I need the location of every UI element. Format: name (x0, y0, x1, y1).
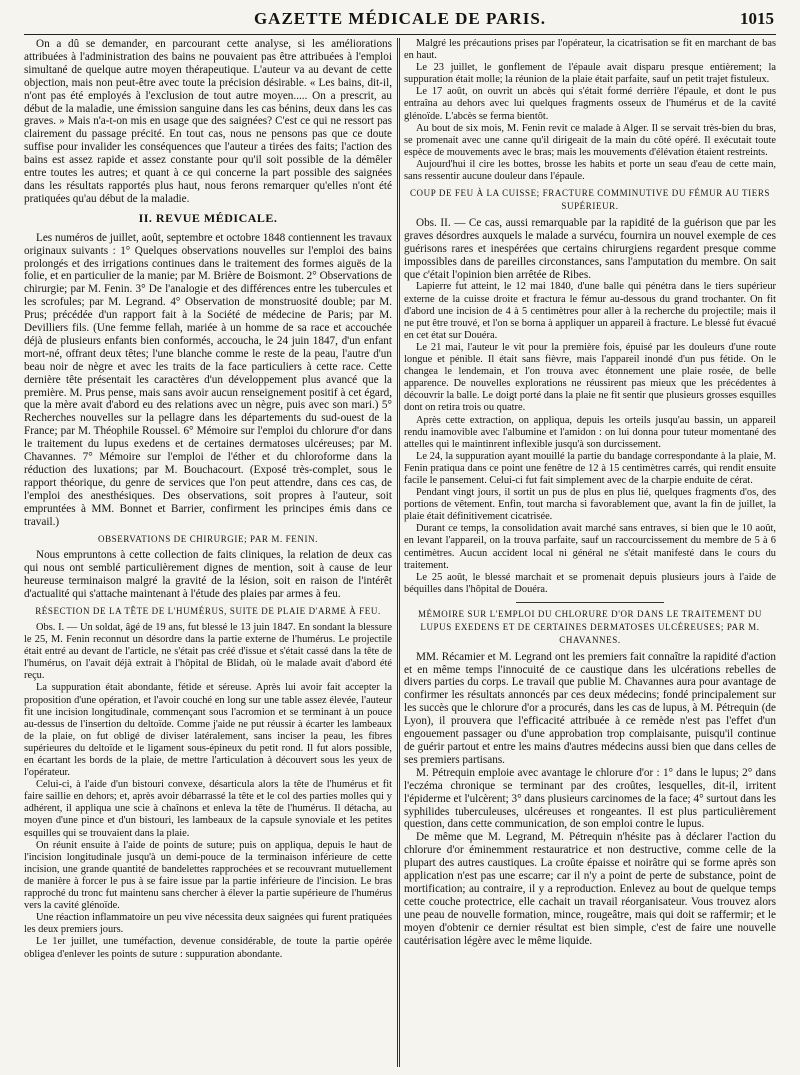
paragraph: MM. Récamier et M. Legrand ont les premiers fait connaître la rapidité d'action et en même temps l'innocuité de ce caustique dans les ulcérations rebelles de divers parties du corps. Le travail que publie M. Chavannes aura pour avantage de confirmer les résultats annoncés par ces deux médecins; fondé principalement sur les succès que le chlorure d'or a procurés, dans les cas de lupus, à M. Pétrequin (de Lyon), il prouvera que l'efficacité attribuée à ce remède n'est pas l'effet d'un engouement passager ou d'une approbation trop complaisante, puisqu'il continue de guérir partout et entre les mains d'autres médecins aussi bien que dans celles de ses premiers partisans. (404, 650, 776, 766)
paragraph: M. Pétrequin emploie avec avantage le chlorure d'or : 1° dans le lupus; 2° dans l'eczéma chronique se terminant par des croûtes, lesquelles, dit-il, irritent l'épiderme et l'ulcèrent; 3° dans plusieurs carcinomes de la face; 4° surtout dans les syphilides tuberculeuses, ulcéreuses et rongeantes. Il est plus particulièrement question, dans cette communication, de son emploi contre le lupus. (404, 766, 776, 831)
subheading: OBSERVATIONS DE CHIRURGIE; PAR M. FENIN. (97, 533, 319, 544)
paragraph: Le 21 mai, l'auteur le vit pour la première fois, épuisé par les douleurs d'une route longue et pénible. Il était sans fièvre, mais l'appareil inondé d'un pus fétide. On le changea le lendemain, et l'on trouva avec étonnement une plaie rosée, de belle apparence. De nouvelles explorations ne réussirent pas mieux que les précédentes à découvrir la balle. Le doigt porté dans la plaie ne fit sentir que plusieurs grosses esquilles dont on retira trois ou quatre. (404, 341, 776, 414)
paragraph: Obs. II. — Ce cas, aussi remarquable par la rapidité de la guérison que par les graves désordres auxquels le malade a survécu, fournira un nouvel exemple de ces guérisons rares et inespérées que certains chirurgiens regardent presque comme impossibles dans de pareilles circonstances, sans l'amputation du membre. On sait que c'était l'opinion bien arrêtée de Ribes. (404, 216, 776, 281)
column-rule (397, 38, 398, 1067)
paragraph: Au bout de six mois, M. Fenin revit ce malade à Alger. Il se servait très-bien du bras, se promenait avec une canne qu'il dirigeait de la main du côté opéré. Il exécutait toute espèce de mouvements avec le bras; mais les mouvements d'élévation étaient restreints. (404, 122, 776, 158)
paragraph: Durant ce temps, la consolidation avait marché sans entraves, si bien que le 10 août, en levant l'appareil, on la trouva parfaite, sauf un raccourcissement du membre de 5 à 6 centimètres. Aucun accident local ni général ne s'était manifesté dans le cours du traitement. (404, 523, 776, 571)
paragraph: Malgré les précautions prises par l'opérateur, la cicatrisation se fit en marchant de bas en haut. (404, 38, 776, 62)
subheading: MÉMOIRE SUR L'EMPLOI DU CHLORURE D'OR DANS LE TRAITEMENT DU LUPUS EXEDENS ET DE CERTAINES DERMATOSES ULCÉREUSES; PAR M. CHAVANNES. (417, 608, 763, 645)
paragraph: On a dû se demander, en parcourant cette analyse, si les améliorations attribuées à l'administration des bains ne pouvaient pas être attribuées à l'emploi simultané de quelque autre moyen thérapeutique. L'auteur va au devant de cette objection, mais non peut-être avec toute la précision désirable. « Les bains, dit-il, n'ont pas été employés à l'exclusion de tout autre moyen..... On a prescrit, au début de la maladie, une émission sanguine dans les cas bénins, deux dans les cas graves. » Mais n'a-t-on mis en usage que des saignées? C'est ce qui ne ressort pas clairement du passage précité. En tout cas, nous ne pensons pas que ce doute suffise pour invalider les conséquences que l'auteur a tirées des faits; l'action des bains est assez rapide et assez constante pour qu'il soit possible de la démêler entre toutes les autres; et quant à ce qui concerne la part possible des saignées dans les résultats rapportés plus haut, nous ferons remarquer qu'elles n'ont été pratiquées qu'au début de la maladie. (24, 38, 392, 205)
paragraph: Nous empruntons à cette collection de faits cliniques, la relation de deux cas qui nous ont semblé particulièrement dignes de mention, soit à cause de leur heureuse terminaison malgré la gravité de la lésion, soit en raison de l'intérêt d'actualité qui s'attache maintenant à l'étude des plaies par armes à feu. (24, 549, 392, 601)
paragraph: Le 23 juillet, le gonflement de l'épaule avait disparu presque entièrement; la suppuration était molle; la réunion de la plaie était parfaite, sauf un petit trajet fistuleux. (404, 62, 776, 86)
paragraph: Le 1er juillet, une tuméfaction, devenue considérable, de toute la partie opérée obligea d'enlever les points de suture : suppuration abondante. (24, 936, 392, 960)
paragraph: De même que M. Legrand, M. Pétrequin n'hésite pas à déclarer l'action du chlorure d'or éminemment restauratrice et non destructive, comme celle de la plupart des autres caustiques. La croûte épaisse et noirâtre qui se forme après son application n'est pas une escarre; car il n'y a point de perte de substance, point de mortification; au contraire, il y a reproduction. Enlevez au bout de quelque temps cette couche protectrice, elle cachait un travail réorganisateur. Vous trouvez alors une peau de nouvelle formation, mince, rougeâtre, mais qui doit se raffermir; et le moyen d'obtenir ce dernier résultat est bien simple, c'est de faire une nouvelle cautérisation légère avec le même liquide. (404, 831, 776, 947)
paragraph: Les numéros de juillet, août, septembre et octobre 1848 contiennent les travaux originaux suivants : 1° Quelques observations nouvelles sur l'emploi des bains prolongés et des irrigations continues dans le traitement des formes aiguës de la folie, et en particulier de la manie; par M. Brière de Boismont. 2° Observations de chirurgie; par M. Fenin. 3° De l'analogie et des différences entre les tubercules et les scrofules; par M. Legrand. 4° Observation de monstruosité double; par M. Prus; précédée d'un rapport fait à la Société de médecine de Paris; par M. Devilliers fils. (Une femme fellah, mariée à un homme de sa race et accouchée déjà de plusieurs enfants bien conformés, accoucha, le 24 juin 1847, d'un enfant mort-né, offrant deux têtes; l'une blanche comme le reste de la peau, l'autre d'un beau noir de nègre et avec les traits de la face particuliers à cette race. Cette dernière tête présentait les caractères d'un développement plus avancé que la première. M. Prus pense, mais sans avoir aucun renseignement positif à cet égard, que la mère avait d'abord eu des relations avec un nègre, puis avec son mari.) 5° Recherches nouvelles sur la pellagre dans les départements du sud-ouest de la France; par M. Théophile Roussel. 6° Mémoire sur l'emploi du chlorure d'or dans le traitement du lupus exedens et de certaines dermatoses ulcéreuses; par M. Chavannes. 7° Mémoire sur l'emploi de l'éther et du chloroforme dans la réduction des luxations; par M. Bouchacourt. (Exposé très-complet, sous le rapport théorique, du genre de services que l'on peut attendre, dans ces cas, de l'emploi des anesthésiques. Des observations, soit propres à l'auteur, soit empruntées à MM. Bonnet et Barrier, confirment les principes émis dans ce travail.) (24, 231, 392, 528)
journal-title: GAZETTE MÉDICALE DE PARIS. (253, 9, 547, 28)
paragraph: Le 17 août, on ouvrit un abcès qui s'était formé derrière l'épaule, et dont le pus entraîna au dehors avec lui quelques fragments osseux de l'humérus et de la cavité glénoïde. L'abcès se ferma bientôt. (404, 86, 776, 122)
left-column (24, 38, 392, 1069)
paragraph: Une réaction inflammatoire un peu vive nécessita deux saignées qui furent pratiquées les deux premiers jours. (24, 912, 392, 936)
page-number: 1015 (740, 9, 774, 28)
paragraph: Lapierre fut atteint, le 12 mai 1840, d'une balle qui pénétra dans le tiers supérieur externe de la cuisse droite et fractura le fémur au-dessous du grand trochanter. On fit d'abord une incision de 4 à 5 centimètres pour aller à la recherche du projectile; mais il ne put être trouvé, et l'on se borna à appliquer un appareil à fracture. Le blessé fut évacué en cet état sur Douéra. (404, 281, 776, 341)
subheading: RÉSECTION DE LA TÊTE DE L'HUMÉRUS, SUITE DE PLAIE D'ARME À FEU. (35, 606, 381, 617)
section-title: II. REVUE MÉDICALE. (138, 210, 278, 225)
paragraph: On réunit ensuite à l'aide de points de suture; puis on appliqua, depuis le haut de l'incision longitudinale jusqu'à un demi-pouce de la terminaison inférieure de cette incision, une grande quantité de bandelettes rapprochées et se recouvrant mutuellement de manière à forcer le pus à se faire issue par la partie inférieure de l'incision. Le bras rapproché du tronc fut maintenu sans chercher à élever la partie supérieure de l'humérus vers la cavité glénoïde. (24, 839, 392, 912)
subheading: COUP DE FEU À LA CUISSE; FRACTURE COMMINUTIVE DU FÉMUR AU TIERS SUPÉRIEUR. (409, 188, 771, 212)
paragraph: Le 25 août, le blessé marchait et se promenait depuis plusieurs jours à l'aide de béquilles dans l'hôpital de Douéra. (404, 571, 776, 595)
paragraph: Pendant vingt jours, il sortit un pus de plus en plus lié, quelques fragments d'os, des portions de vêtement. Enfin, tout marcha si favorablement que, avant la fin de juillet, la plaie était définitivement cicatrisée. (404, 487, 776, 523)
paragraph: La suppuration était abondante, fétide et séreuse. Après lui avoir fait accepter la proposition d'une opération, et l'avoir couché en long sur une table assez élevée, l'auteur fit une incision longitudinale, commençant sous l'acromion et se terminant à un pouce au-dessus de l'insertion du deltoïde. Comme j'aide ne put réussir à écarter les lambeaux de la plaie, on fut obligé de diviser latéralement, sans inciser la peau, les fibres supérieures du deltoïde et le ligament sous-épineux du petit rond. Il fut alors possible, en écartant les bords de la plaie, de mettre l'articulation à découvert sous les yeux de l'opérateur. (24, 682, 392, 779)
paragraph: Obs. I. — Un soldat, âgé de 19 ans, fut blessé le 13 juin 1847. En sondant la blessure le 25, M. Fenin reconnut un désordre dans la partie externe de l'humérus. Le projectile était entré au devant de l'article, ne s'était pas créé d'issue et s'était cassé dans la tête de l'humérus, on l'avait déjà extrait à l'hôpital de Blidah, où le malade avait d'abord été reçu. (24, 621, 392, 682)
paragraph: Celui-ci, à l'aide d'un bistouri convexe, désarticula alors la tête de l'humérus et fit faire saillie en dehors; et, après avoir débarrassé la tête et le col des parties molles qui y adhérent, il appliqua une scie à chaînons et enleva la tête de l'humérus. Il détacha, au moyen d'une pince et d'un bistouri, les lambeaux de la capsule synoviale et les petites esquilles qui se trouvaient dans la plaie. (24, 779, 392, 839)
paragraph: Le 24, la suppuration ayant mouillé la partie du bandage correspondante à la plaie, M. Fenin pratiqua dans ce point une fenêtre de 12 à 15 centimètres carrés, qui rendit ensuite facile le pansement. Celui-ci fut fait simplement avec de la charpie enduite de cérat. (404, 450, 776, 486)
page-header (24, 8, 776, 35)
paragraph: Après cette extraction, on appliqua, depuis les orteils jusqu'au bassin, un appareil rendu inamovible avec l'albumine et l'amidon : on lui donna pour tuteur momentané des attelles qui le maintinrent inflexible jusqu'à son durcissement. (404, 414, 776, 450)
separator-rule (516, 602, 665, 603)
right-column (404, 38, 776, 1069)
paragraph: Aujourd'hui il cire les bottes, brosse les habits et porte un seau d'eau de cette main, sans ressentir aucune douleur dans l'épaule. (404, 158, 776, 183)
column-rule (399, 38, 400, 1067)
